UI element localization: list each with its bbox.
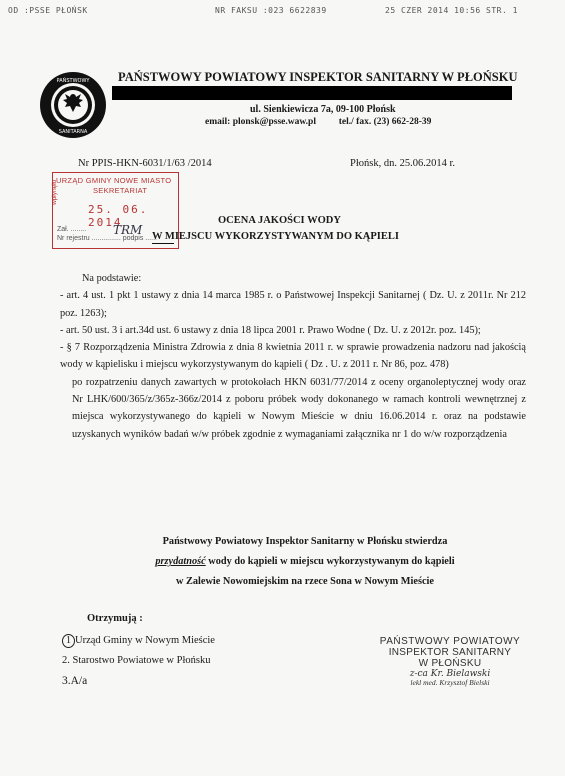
inspector-signature: z-ca Kr. Bielawski bbox=[409, 669, 491, 679]
reference-number: Nr PPIS-HKN-6031/1/63 /2014 bbox=[78, 158, 212, 169]
letterhead-telfax: tel./ fax. (23) 662-28-39 bbox=[338, 117, 432, 127]
recipient-3: 3.A/a bbox=[62, 675, 88, 687]
fax-number: NR FAKSU :023 6622839 bbox=[215, 6, 327, 15]
stamp-office: URZĄD GMINY NOWE MIASTO bbox=[56, 176, 172, 185]
inspector-stamp-line-2: INSPEKTOR SANITARNY bbox=[388, 647, 512, 658]
letterhead-bar bbox=[112, 86, 512, 100]
legal-basis-1: - art. 4 ust. 1 pkt 1 ustawy z dnia 14 marca 1985 r. o Państwowej Inspekcji Sanitarnej ( Dz. U. z 2011r. Nr 212 poz. 1263); bbox=[60, 290, 526, 319]
stamp-side-label: wpłynęło bbox=[51, 179, 58, 205]
recipient-1-text: Urząd Gminy w Nowym Mieście bbox=[75, 635, 215, 646]
legal-basis-3: - § 7 Rozporządzenia Ministra Zdrowia z dnia 8 kwietnia 2011 r. w sprawie prowadzenia nadzoru nad jakością wody w kąpielisku i miejscu wykorzystywanym do kąpieli ( Dz . U. z 2011 r. Nr 86, poz. 478) bbox=[60, 342, 526, 371]
summary-line-2-rest: wody do kąpieli w miejscu wykorzystywanym do kąpieli bbox=[205, 556, 455, 567]
recipient-2: 2. Starostwo Powiatowe w Płońsku bbox=[62, 655, 211, 666]
inspector-stamp bbox=[370, 636, 530, 687]
logo-text-top: PAŃSTWOWY bbox=[56, 78, 90, 84]
place-date: Płońsk, dn. 25.06.2014 r. bbox=[350, 158, 456, 169]
fax-date-page: 25 CZER 2014 10:56 STR. 1 bbox=[385, 6, 518, 15]
document-subtitle: W MIEJSCU WYKORZYSTYWANYM DO KĄPIELI bbox=[152, 231, 399, 242]
inspection-logo bbox=[38, 70, 108, 140]
fax-sender: OD :PSSE PŁOŃSK bbox=[8, 6, 88, 15]
letterhead-email: email: plonsk@psse.waw.pl bbox=[205, 117, 316, 127]
basis-heading: Na podstawie: bbox=[82, 273, 142, 284]
letterhead-address: ul. Sienkiewicza 7a, 09-100 Płońsk bbox=[250, 104, 396, 115]
inspector-name: lekl med. Krzysztof Bielski bbox=[410, 678, 490, 687]
summary-line-2 bbox=[105, 556, 505, 567]
document-body bbox=[60, 270, 526, 443]
summary-line-3: w Zalewie Nowomiejskim na rzece Sona w Nowym Mieście bbox=[176, 576, 434, 587]
recipient-1 bbox=[62, 634, 215, 648]
findings-paragraph: po rozpatrzeniu danych zawartych w protokołach HKN 6031/77/2014 z oceny organoleptycznej wody oraz Nr LHK/600/365/z/365z-366z/2014 z poboru próbek wody dokonanego w ramach kontroli wewnętrznej z miejsca wykorzystywanego do kąpieli w Nowym Mieście w dniu 16.06.2014 r. oraz na podstawie uzyskanych wyników badań w/w próbek zgodnie z wymaganiami załącznika nr 1 do w/w rozporządzenia bbox=[72, 376, 526, 440]
stamp-register: Nr rejestru ............... podpis ...... bbox=[57, 235, 157, 242]
recipient-1-number: 1 bbox=[62, 634, 75, 648]
letterhead-contact bbox=[205, 117, 431, 127]
inspector-stamp-line-3: W PŁOŃSKU bbox=[418, 658, 482, 669]
stamp-attachments: Zał. ........ bbox=[57, 226, 87, 233]
summary-verdict: przydatność bbox=[155, 556, 206, 567]
logo-text-bottom: SANITARNA bbox=[58, 129, 88, 135]
title-underline bbox=[152, 243, 174, 244]
stamp-date: 25. 06. 2014 bbox=[88, 203, 149, 229]
summary-line-1: Państwowy Powiatowy Inspektor Sanitarny w Płońsku stwierdza bbox=[162, 536, 448, 547]
recipients-heading: Otrzymują : bbox=[87, 613, 143, 624]
legal-basis-2: - art. 50 ust. 3 i art.34d ust. 6 ustawy z dnia 18 lipca 2001 r. Prawo Wodne ( Dz. U. z 2012r. poz. 145); bbox=[60, 324, 481, 336]
stamp-signature: TRM bbox=[113, 223, 143, 237]
letterhead-title: PAŃSTWOWY POWIATOWY INSPEKTOR SANITARNY W PŁOŃSKU bbox=[118, 70, 518, 84]
document-title: OCENA JAKOŚCI WODY bbox=[218, 215, 341, 226]
stamp-department: SEKRETARIAT bbox=[93, 186, 148, 195]
inspector-stamp-line-1: PAŃSTWOWY POWIATOWY bbox=[379, 636, 521, 647]
